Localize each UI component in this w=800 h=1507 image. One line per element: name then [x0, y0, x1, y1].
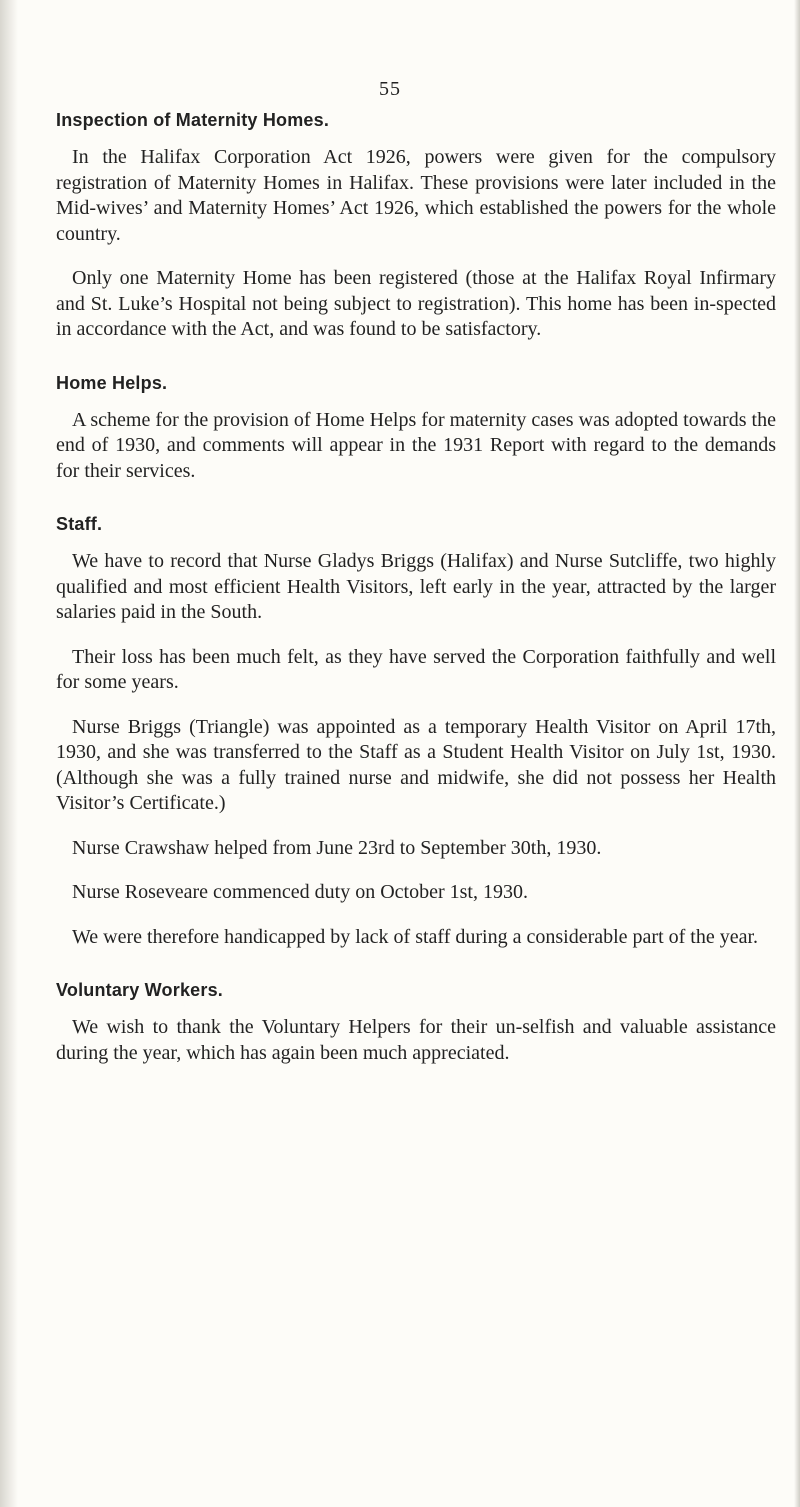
page-number: 55 [379, 78, 401, 100]
paragraph: Nurse Roseveare commenced duty on October 1st, 1930. [72, 881, 528, 903]
section-heading-inspection: Inspection of Maternity Homes. [56, 110, 330, 130]
section-heading-staff: Staff. [56, 514, 103, 534]
paragraph: In the Halifax Corporation Act 1926, powers were given for the compulsory registration of Maternity Homes in Halifax. These provisions were later included in the Mid-wives’ and Maternity Homes’ Act 1926, which established the powers for the whole country. [56, 146, 776, 245]
page-content [56, 110, 776, 1066]
paragraph: We were therefore handicapped by lack of staff during a considerable part of the year. [72, 925, 759, 948]
section-heading-voluntary-workers: Voluntary Workers. [56, 980, 223, 1000]
paragraph: Their loss has been much felt, as they have served the Corporation faithfully and well for some years. [56, 645, 776, 693]
paragraph: Nurse Briggs (Triangle) was appointed as a temporary Health Visitor on April 17th, 1930, and she was transferred to the Staff as a Student Health Visitor on July 1st, 1930. (Although she was a fully trained nurse and midwife, she did not possess her Health Visitor’s Certificate.) [56, 715, 776, 814]
paragraph: Only one Maternity Home has been registered (those at the Halifax Royal Infirmary and St. Luke’s Hospital not being subject to registration). This home has been in-spected in accordance with the Act, and was found to be satisfactory. [56, 267, 776, 340]
paragraph: A scheme for the provision of Home Helps for maternity cases was adopted towards the end of 1930, and comments will appear in the 1931 Report with regard to the demands for their services. [56, 408, 776, 482]
section-heading-home-helps: Home Helps. [56, 372, 168, 393]
paragraph: We wish to thank the Voluntary Helpers for their un-selfish and valuable assistance during the year, which has again been much appreciated. [56, 1016, 776, 1064]
page-left-shadow [0, 0, 18, 1507]
page-right-edge [794, 0, 800, 1507]
paragraph: Nurse Crawshaw helped from June 23rd to September 30th, 1930. [72, 836, 602, 859]
paragraph: We have to record that Nurse Gladys Briggs (Halifax) and Nurse Sutcliffe, two highly qualified and most efficient Health Visitors, left early in the year, attracted by the larger salaries paid in the South. [56, 550, 776, 623]
